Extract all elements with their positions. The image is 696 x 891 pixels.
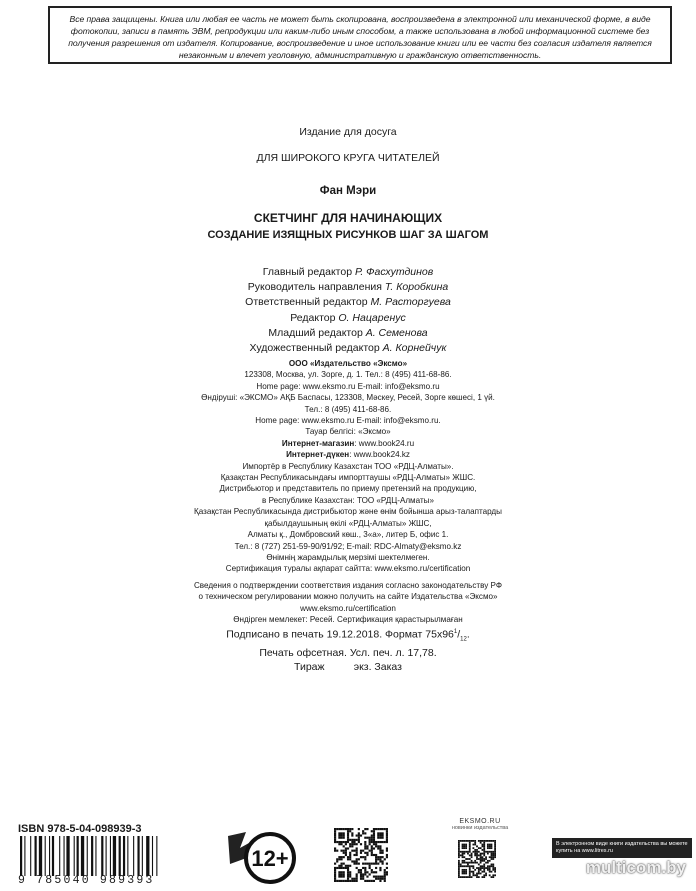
signed-text: Подписано в печать 19.12.2018. Формат 75х96 xyxy=(226,628,454,641)
conformity-1: Сведения о подтверждении соответствия издания согласно законодательству РФ xyxy=(193,580,503,590)
barcode-icon xyxy=(18,836,198,876)
kz-manufacturer: Өндіруші: «ЭКСМО» АҚБ Баспасы, 123308, Мәскеу, Ресей, Зорге көшесі, 1 үй. xyxy=(201,393,495,403)
publisher-address: 123308, Москва, ул. Зорге, д. 1. Тел.: 8 (495) 411-68-86. xyxy=(244,370,452,380)
distributor-kz-1: Қазақстан Республикасында дистрибьютор және өнім бойынша арыз-талаптарды xyxy=(194,507,502,517)
distributor-kz-2: қабылдаушының өкілі «РДЦ-Алматы» ЖШС, xyxy=(264,518,432,528)
shelf-life: Өнімнің жарамдылық мерзімі шектелмеген. xyxy=(266,552,430,562)
publisher-name: ООО «Издательство «Эксмо» xyxy=(288,359,408,368)
shop-url[interactable]: : www.book24.ru xyxy=(354,438,415,448)
editor-line xyxy=(0,311,696,326)
conformity-2: о техническом регулировании можно получить на сайте Издательства «Эксмо» xyxy=(198,592,498,602)
book-title: СКЕТЧИНГ ДЛЯ НАЧИНАЮЩИХ xyxy=(253,211,443,225)
format-den: 12 xyxy=(460,636,467,643)
eksmo-link-box xyxy=(440,818,520,831)
qr-code-icon xyxy=(334,828,388,886)
editor-name: А. Семенова xyxy=(365,326,428,339)
isbn-label: ISBN 978-5-04-098939-3 xyxy=(18,823,142,835)
conformity-3: www.eksmo.ru/certification xyxy=(300,603,396,613)
qr-code-icon xyxy=(458,840,496,878)
copyright-notice: Все права защищены. Книга или любая ее часть не может быть скопирована, воспроизведена в электронной или механической форме, в виде фотокопии, записи в память ЭВМ, репродукции или каким-либо иным способом, а также использована в любой информационной системе без получения разрешения от издателя. Копирование, воспроизведение и иное использование книги или ее части без согласия издателя является незаконным и влечет уголовную, административную и гражданскую ответственность. xyxy=(48,6,672,64)
run-line: Тираж экз. Заказ xyxy=(294,660,402,673)
origin: Өндірген мемлекет: Ресей. Сертификация қарастырылмаған xyxy=(233,614,463,624)
shop-kz-label: Интернет-дүкен xyxy=(286,450,350,460)
distributor-1: Дистрибьютор и представитель по приему претензий на продукцию, xyxy=(219,484,477,494)
print-info xyxy=(0,626,696,674)
format-num: 1 xyxy=(453,629,458,635)
genre-label: Издание для досуга xyxy=(299,126,397,138)
audience-label: ДЛЯ ШИРОКОГО КРУГА ЧИТАТЕЛЕЙ xyxy=(256,152,440,164)
editor-name: Т. Коробкина xyxy=(384,281,449,294)
trademark: Тауар белгісі: «Эксмо» xyxy=(305,427,391,437)
distributor-tel: Тел.: 8 (727) 251-59-90/91/92; E-mail: RDC-Almaty@eksmo.kz xyxy=(234,541,462,551)
book-subtitle: СОЗДАНИЕ ИЗЯЩНЫХ РИСУНКОВ ШАГ ЗА ШАГОМ xyxy=(207,229,489,241)
publisher-web: Home page: www.eksmo.ru E-mail: info@eksmo.ru xyxy=(256,381,440,391)
editor-role: Редактор xyxy=(290,311,336,324)
kz-tel: Тел.: 8 (495) 411-68-86. xyxy=(304,404,392,414)
eksmo-site[interactable]: EKSMO.RU xyxy=(459,818,501,825)
editor-name: Р. Фасхутдинов xyxy=(354,266,434,278)
importer-kz: Қазақстан Республикасындағы импорттаушы «РДЦ-Алматы» ЖШС. xyxy=(220,473,476,483)
electronic-notice: В электронном виде книги издательства вы можете купить на www.litres.ru xyxy=(552,838,692,858)
editor-line xyxy=(0,265,696,280)
distributor-address: Алматы қ., Домбровский көш., 3«а», литер Б, офис 1. xyxy=(247,530,449,540)
paper-line: Печать офсетная. Усл. печ. л. 17,78. xyxy=(259,647,437,660)
editor-role: Ответственный редактор xyxy=(245,296,368,309)
age-rating-badge-icon xyxy=(218,828,304,886)
online-shop xyxy=(0,438,696,449)
eksmo-subtitle: новинки издательства xyxy=(451,825,509,831)
age-rating-text: 12+ xyxy=(251,846,289,871)
editor-role: Младший редактор xyxy=(268,326,363,339)
publisher-info xyxy=(0,358,696,625)
signed-line: Подписано в печать 19.12.2018. Формат $75х96^1/_{12}$. xyxy=(226,628,470,643)
editor-line xyxy=(0,326,696,341)
editor-name: М. Расторгуева xyxy=(370,296,451,309)
editor-name: О. Нацаренус xyxy=(338,311,406,324)
editor-role: Главный редактор xyxy=(262,266,353,278)
shop-kz-url[interactable]: : www.book24.kz xyxy=(349,450,410,460)
editors-list xyxy=(0,265,696,356)
importer: Импортёр в Республику Казахстан ТОО «РДЦ-Алматы». xyxy=(242,461,454,471)
distributor-2: в Республике Казахстан: ТОО «РДЦ-Алматы» xyxy=(262,495,434,505)
editor-name: А. Корнейчук xyxy=(382,342,447,355)
editor-role: Художественный редактор xyxy=(249,342,380,355)
author-name: Фан Мэри xyxy=(319,185,377,197)
shop-label: Интернет-магазин xyxy=(281,438,355,448)
kz-web: Home page: www.eksmo.ru E-mail: info@eksmo.ru. xyxy=(255,416,441,426)
editor-line xyxy=(0,341,696,356)
online-shop-kz xyxy=(0,449,696,460)
barcode-digits: 9 785040 989393 xyxy=(18,874,155,887)
editor-line xyxy=(0,280,696,295)
editor-role: Руководитель направления xyxy=(247,281,382,294)
editor-line xyxy=(0,295,696,310)
certification-kz: Сертификация туралы ақпарат сайтта: www.eksmo.ru/certification xyxy=(225,564,471,574)
watermark: multicom.by xyxy=(585,858,686,877)
